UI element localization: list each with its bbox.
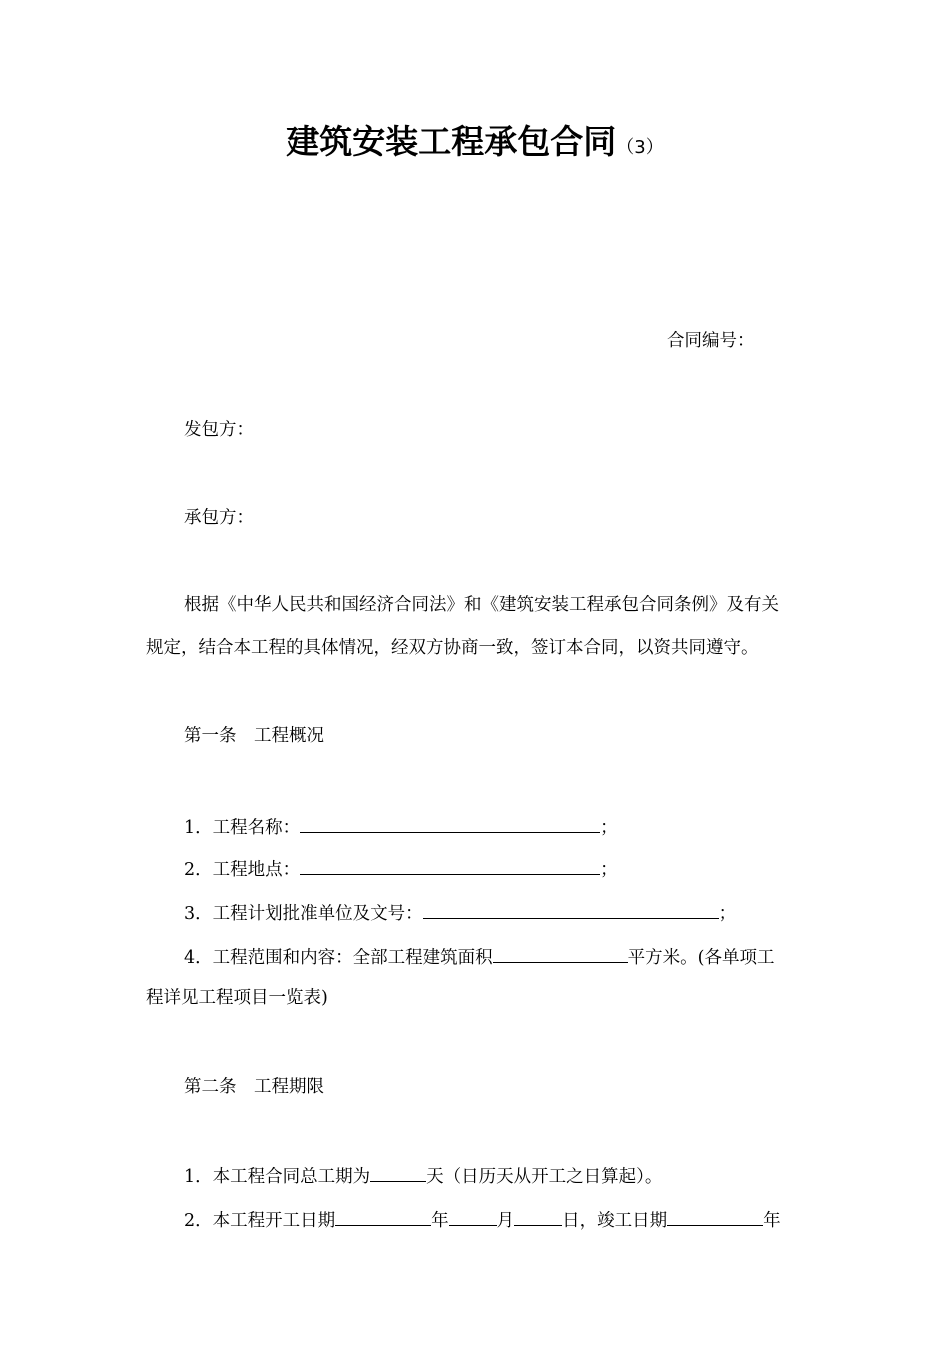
preamble-line-2: 规定，结合本工程的具体情况，经双方协商一致，签订本合同，以资共同遵守。	[146, 638, 759, 658]
approval-unit-blank[interactable]	[423, 900, 719, 919]
document-title	[0, 116, 950, 163]
year: 年	[431, 1211, 449, 1231]
label-cont: 平方米。(各单项工	[627, 948, 775, 968]
label-cont: 日，竣工日期	[562, 1211, 668, 1231]
party-b-label: 承包方：	[184, 508, 254, 528]
project-name-blank[interactable]	[300, 814, 600, 833]
title-text: 建筑安装工程承包合同	[286, 122, 617, 161]
area-blank[interactable]	[493, 944, 628, 963]
preamble-line-1: 根据《中华人民共和国经济合同法》和《建筑安装工程承包合同条例》及有关	[184, 595, 779, 615]
punct: ；	[600, 860, 618, 880]
article-2-item-2	[184, 1207, 781, 1233]
article-1-item-4	[184, 944, 774, 970]
label-cont: 天（日历天从开工之日算起）。	[426, 1167, 663, 1187]
label: 4．工程范围和内容：全部工程建筑面积	[184, 948, 493, 968]
label: 3．工程计划批准单位及文号：	[184, 904, 423, 924]
label: 2．工程地点：	[184, 860, 301, 880]
article-2-item-1	[184, 1163, 662, 1189]
label: 2．本工程开工日期	[184, 1211, 336, 1231]
total-days-blank[interactable]	[370, 1163, 426, 1182]
month: 月	[496, 1211, 515, 1231]
start-day-blank[interactable]	[514, 1207, 562, 1226]
title-suffix: （3）	[616, 137, 664, 158]
punct: ；	[718, 904, 737, 924]
label: 1．工程名称：	[184, 818, 301, 838]
project-location-blank[interactable]	[300, 856, 600, 875]
article-1-heading: 第一条 工程概况	[184, 726, 324, 746]
article-1-item-4-cont: 程详见工程项目一览表)	[146, 988, 328, 1008]
start-month-blank[interactable]	[449, 1207, 497, 1226]
contract-number-label: 合同编号：	[667, 331, 755, 351]
article-1-item-1	[184, 814, 618, 840]
article-1-item-2	[184, 856, 618, 882]
label: 1．本工程合同总工期为	[184, 1167, 371, 1187]
article-2-heading: 第二条 工程期限	[184, 1077, 324, 1097]
party-a-label: 发包方：	[184, 420, 254, 440]
punct: ；	[600, 818, 618, 838]
end-year-blank[interactable]	[667, 1207, 763, 1226]
article-1-item-3	[184, 900, 736, 926]
start-year-blank[interactable]	[335, 1207, 431, 1226]
year: 年	[763, 1211, 781, 1231]
